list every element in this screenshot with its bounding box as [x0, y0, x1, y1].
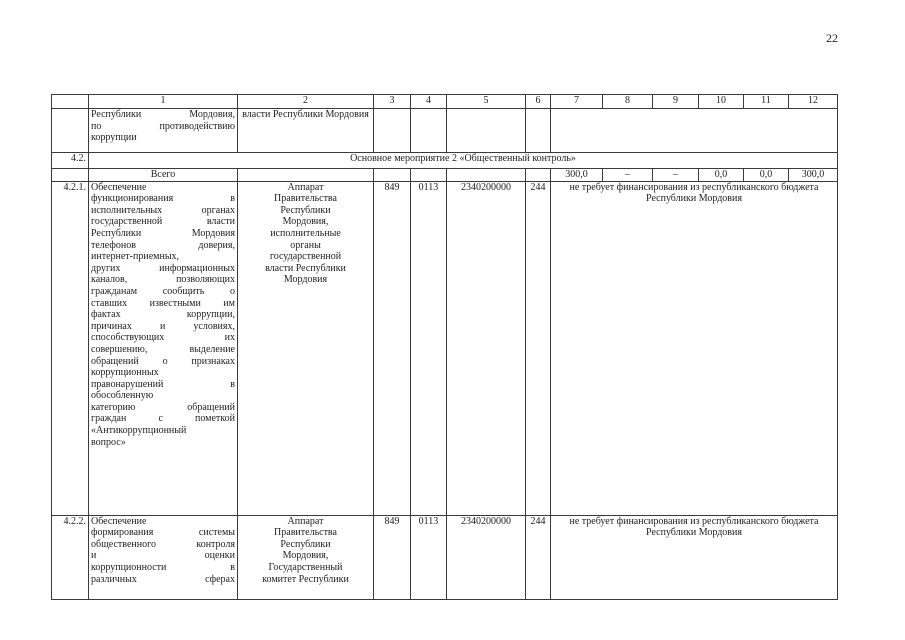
text-line: и оценки — [91, 550, 235, 562]
header-cell: 12 — [789, 95, 838, 109]
text-line: Республики — [280, 204, 331, 216]
text-line: категорию обращений — [91, 401, 235, 413]
header-cell: 11 — [744, 95, 789, 109]
text-line: комитет Республики — [262, 573, 349, 585]
header-cell: 9 — [653, 95, 699, 109]
text-line: Правительства — [274, 193, 337, 205]
text-line: ставших известными им — [91, 297, 235, 309]
text-line: гражданам сообщить о — [91, 285, 235, 297]
text-line: исполнительных органах — [91, 204, 235, 216]
text-line: фактах коррупции, — [91, 309, 235, 321]
text-line: телефонов доверия, — [91, 239, 235, 251]
text-line: различных сферах — [91, 573, 235, 585]
text-line: коррупционности в — [91, 561, 235, 573]
header-cell: 4 — [411, 95, 447, 109]
header-cell: 5 — [447, 95, 526, 109]
header-cell: 3 — [374, 95, 411, 109]
text-line: Республики — [280, 538, 331, 550]
measure-name-cell — [89, 515, 238, 599]
row-number: 4.2.2. — [52, 515, 89, 599]
text-line: совершению, выделение — [91, 343, 235, 355]
text-line: коррупционных — [91, 367, 159, 379]
text-line: «Антикоррупционный — [91, 425, 187, 437]
text-line: власти Республики — [265, 262, 346, 274]
text-line: государственной — [269, 251, 342, 263]
text-line: интернет-приемных, — [91, 251, 180, 263]
table-row — [52, 169, 838, 182]
table-row — [52, 109, 838, 153]
program-table — [51, 94, 838, 600]
text-line: Мордовия — [283, 274, 328, 286]
executor-cell — [238, 181, 374, 515]
executor-cell: власти Республики Мордовия — [238, 109, 374, 153]
table-header-row — [52, 95, 838, 109]
text-line: обособленную — [91, 390, 154, 402]
page-number: 22 — [826, 31, 838, 45]
code-cell: 244 — [526, 181, 551, 515]
code-cell: 244 — [526, 515, 551, 599]
text-line: Обеспечение — [91, 515, 147, 527]
text-line: Республики Мордовия, — [91, 109, 235, 120]
text-line: Республики Мордовия — [91, 227, 235, 239]
text-line: формирования системы — [91, 527, 235, 539]
header-cell: 2 — [238, 95, 374, 109]
code-cell: 2340200000 — [447, 181, 526, 515]
financing-note: не требует финансирования из республиканского бюджета Республики Мордовия — [551, 181, 838, 515]
code-cell: 0113 — [411, 515, 447, 599]
row-number: 4.2.1. — [52, 181, 89, 515]
code-cell: 849 — [374, 515, 411, 599]
header-cell: 7 — [551, 95, 603, 109]
text-line: Мордовия, — [282, 550, 329, 562]
total-value: 300,0 — [551, 169, 603, 182]
text-line: общественного контроля — [91, 538, 235, 550]
executor-cell — [238, 515, 374, 599]
text-line: Мордовия, — [282, 216, 329, 228]
text-line: правонарушений в — [91, 378, 235, 390]
text-line: государственной власти — [91, 216, 235, 228]
table-row — [52, 153, 838, 169]
text-line: каналов, позволяющих — [91, 274, 235, 286]
total-value: – — [603, 169, 653, 182]
text-line: Аппарат — [287, 181, 324, 193]
text-line: граждан с пометкой — [91, 413, 235, 425]
total-value: 300,0 — [789, 169, 838, 182]
code-cell: 2340200000 — [447, 515, 526, 599]
text-line: функционирования в — [91, 193, 235, 205]
text-line: других информационных — [91, 262, 235, 274]
measure-name-cell — [89, 109, 238, 153]
header-cell: 1 — [89, 95, 238, 109]
text-line: коррупции — [91, 132, 137, 144]
text-line: Обеспечение — [91, 181, 147, 193]
table-row — [52, 515, 838, 599]
text-line: исполнительные — [270, 227, 341, 239]
header-cell: 6 — [526, 95, 551, 109]
total-label: Всего — [89, 169, 238, 182]
header-cell: 10 — [699, 95, 744, 109]
text-line: обращений о признаках — [91, 355, 235, 367]
text-line: способствующих их — [91, 332, 235, 344]
total-value: 0,0 — [744, 169, 789, 182]
measure-name-cell — [89, 181, 238, 515]
code-cell: 0113 — [411, 181, 447, 515]
main-activity-title: Основное мероприятие 2 «Общественный контроль» — [89, 153, 838, 169]
header-cell-empty — [52, 95, 89, 109]
total-value: – — [653, 169, 699, 182]
financing-note: не требует финансирования из республиканского бюджета Республики Мордовия — [551, 515, 838, 599]
row-number: 4.2. — [52, 153, 89, 169]
text-line: причинах и условиях, — [91, 320, 235, 332]
text-line: Правительства — [274, 527, 337, 539]
code-cell: 849 — [374, 181, 411, 515]
text-line: органы — [290, 239, 321, 251]
total-value: 0,0 — [699, 169, 744, 182]
text-line: по противодействию — [91, 120, 235, 132]
text-line: Аппарат — [287, 515, 324, 527]
table-row — [52, 181, 838, 515]
text-line: Государственный — [268, 561, 343, 573]
text-line: вопрос» — [91, 436, 126, 448]
header-cell: 8 — [603, 95, 653, 109]
